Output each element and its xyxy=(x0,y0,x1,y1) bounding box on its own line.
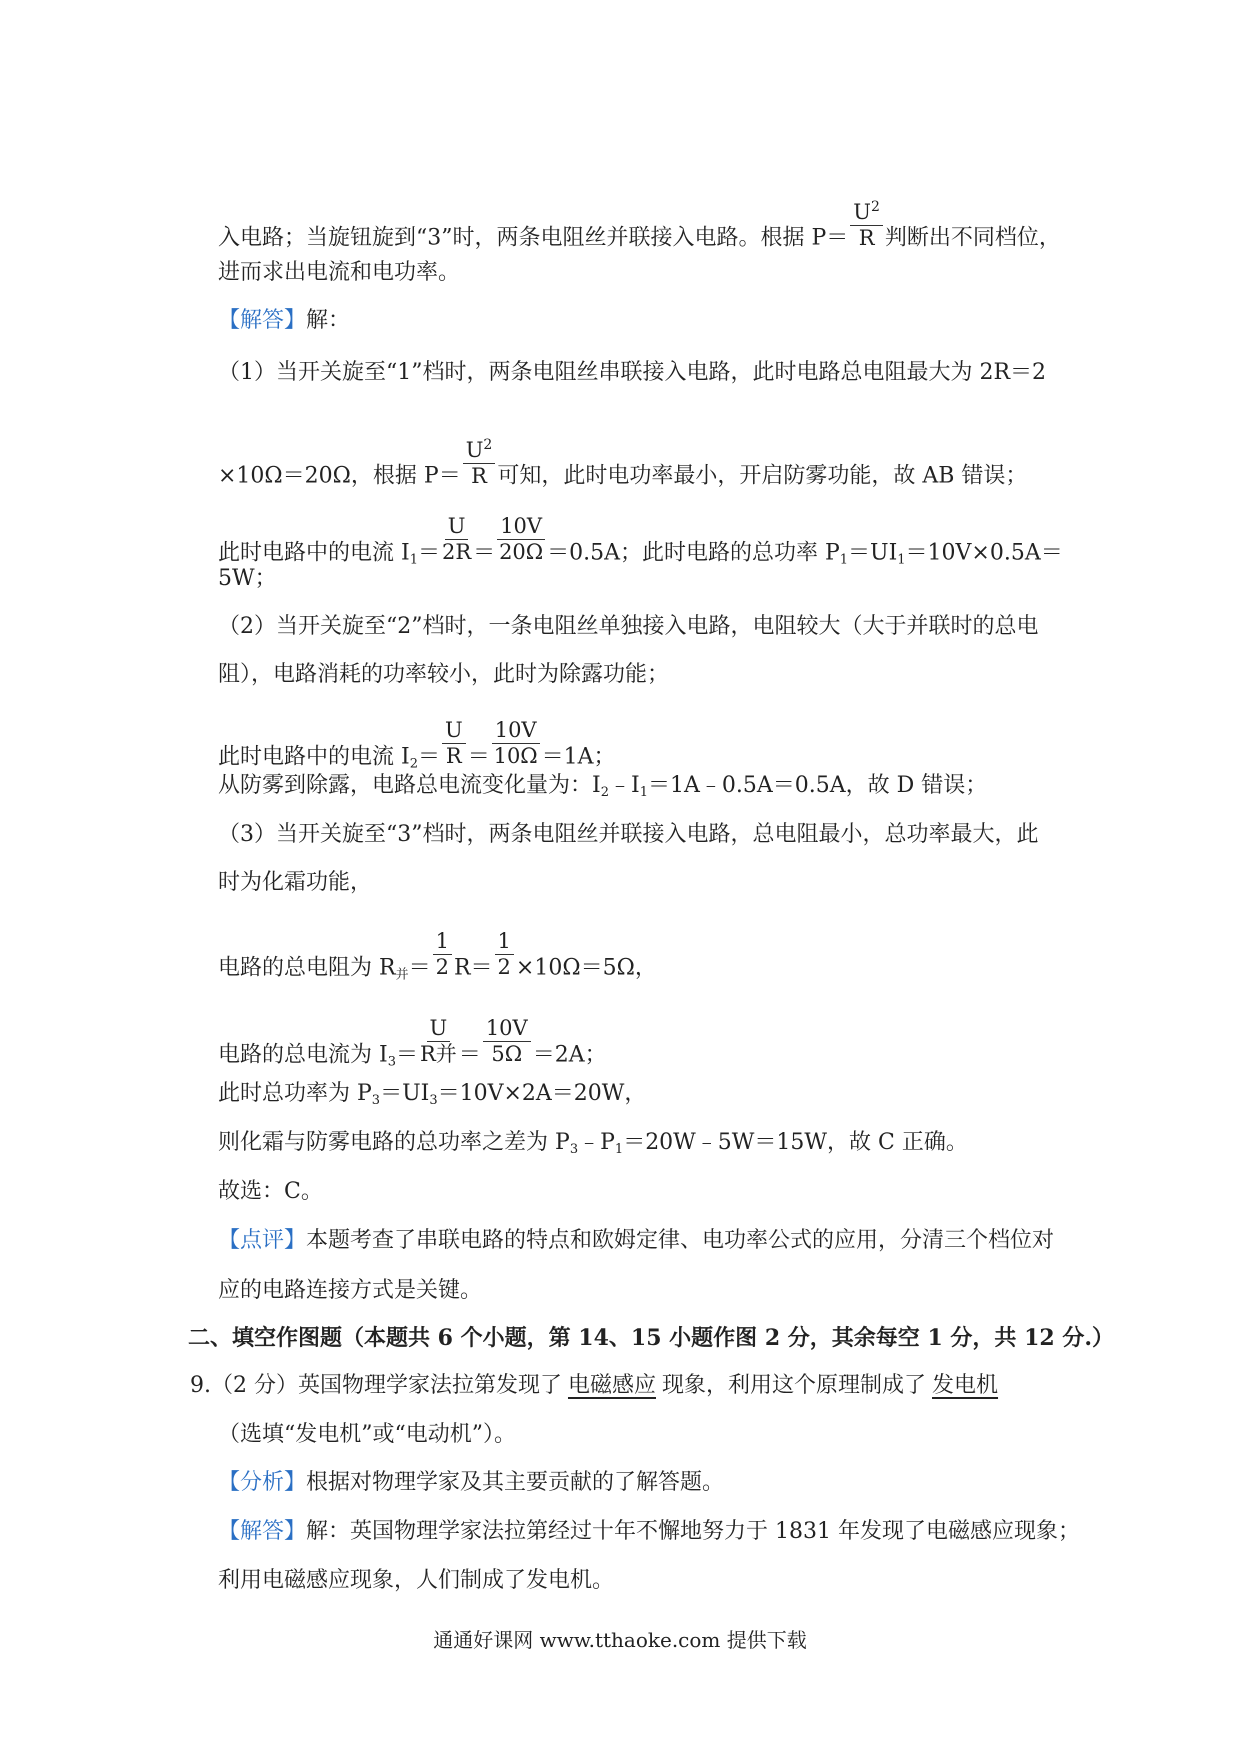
text-line: 利用电磁感应现象，人们制成了发电机。 xyxy=(218,1568,615,1593)
text-line: 5W； xyxy=(218,566,277,591)
fraction: $\frac{U}{\text{R并}}$ xyxy=(419,1016,457,1066)
text-line: 从防雾到除露，电路总电流变化量为：$I_2﹣I_1=1A﹣0.5A=0.5A$，故 D 错误； xyxy=(218,773,988,800)
text-line: 此时电路中的电流 $I_1=$ $\frac{U}{2R}$ ＝ $\frac{10V}{20\Omega}$ ＝0.5A；此时电路的总功率 $P_1=UI_1=10V\times 0.5A=$ xyxy=(218,514,1063,568)
question-9: 9.（2 分）英国物理学家法拉第发现了 电磁感应 现象，利用这个原理制成了 发电机 xyxy=(190,1375,1004,1397)
text-line: 则化霜与防雾电路的总功率之差为 $P_3﹣P_1=20W﹣5W=15W$，故 C 正确。 xyxy=(218,1130,968,1157)
text-line: 时为化霜功能， xyxy=(218,870,373,895)
analysis-heading: 【分析】根据对物理学家及其主要贡献的了解答题。 xyxy=(218,1470,725,1495)
fraction: $\frac{U}{2R}$ xyxy=(441,514,472,564)
page-footer: 通通好课网 www.tthaoke.com 提供下载 xyxy=(433,1628,807,1652)
fraction: $\frac{10V}{10\Omega}$ xyxy=(493,718,538,768)
answer-heading: 【解答】解：英国物理学家法拉第经过十年不懈地努力于 1831 年发现了电磁感应现象； xyxy=(218,1519,1080,1544)
text-line: （1）当开关旋至“1”档时，两条电阻丝串联接入电路，此时电路总电阻最大为 2R＝2 xyxy=(218,360,1047,385)
fraction: $\frac{10V}{20\Omega}$ xyxy=(499,514,544,564)
text-line: ×10Ω＝20Ω，根据 P＝ $\frac{U^2}{R}$ 可知，此时电功率最小，开启防雾功能，故 AB 错误； xyxy=(218,437,1028,489)
text-line: 此时总功率为 $P_3=UI_3=10V\times 2A=20W$， xyxy=(218,1081,647,1108)
text-line: 电路的总电阻为 $R_并=$ $\frac{1}{2}$ R＝ $\frac{1}{2}$ ×10Ω＝5Ω， xyxy=(218,929,657,983)
fraction: $\frac{1}{2}$ xyxy=(433,931,452,978)
fraction: $\frac{1}{2}$ xyxy=(495,931,514,978)
section-title: 二、填空作图题（本题共 6 个小题，第 14、15 小题作图 2 分，其余每空 1 分，共 12 分.） xyxy=(188,1325,1115,1351)
review-heading: 【点评】本题考查了串联电路的特点和欧姆定律、电功率公式的应用，分清三个档位对 xyxy=(218,1228,1055,1253)
answer-heading: 【解答】解： xyxy=(218,308,351,333)
text-line: 故选：C。 xyxy=(218,1179,323,1204)
fraction: $\frac{U^2}{R}$ xyxy=(463,438,496,487)
text-line: （选填“发电机”或“电动机”）。 xyxy=(218,1422,516,1447)
text-line: （2）当开关旋至“2”档时，一条电阻丝单独接入电路，电阻较大（大于并联时的总电 xyxy=(218,614,1039,639)
text-line: 电路的总电流为 $I_3=$ $\frac{U}{\text{R并}}$ ＝ $\frac{10V}{5\Omega}$ ＝2A； xyxy=(218,1016,607,1070)
answer-blank: 电磁感应 xyxy=(567,1373,656,1398)
text-line: 此时电路中的电流 $I_2=$ $\frac{U}{R}$ ＝ $\frac{10V}{10\Omega}$ ＝1A； xyxy=(218,718,616,772)
fraction: $\frac{10V}{5\Omega}$ xyxy=(483,1018,531,1065)
text-line: 进而求出电流和电功率。 xyxy=(218,260,461,285)
text-line: 入电路；当旋钮旋到“3”时，两条电阻丝并联接入电路。根据 P＝ $\frac{U^2}{R}$ 判断出不同档位， xyxy=(218,199,1061,251)
answer-blank: 发电机 xyxy=(932,1373,999,1398)
fraction: $\frac{U^2}{R}$ xyxy=(850,200,883,249)
text-line: 应的电路连接方式是关键。 xyxy=(218,1278,483,1303)
fraction: $\frac{U}{R}$ xyxy=(442,720,466,767)
text-line: （3）当开关旋至“3”档时，两条电阻丝并联接入电路，总电阻最小，总功率最大，此 xyxy=(218,822,1039,847)
text-line: 阻），电路消耗的功率较小，此时为除露功能； xyxy=(218,662,670,687)
